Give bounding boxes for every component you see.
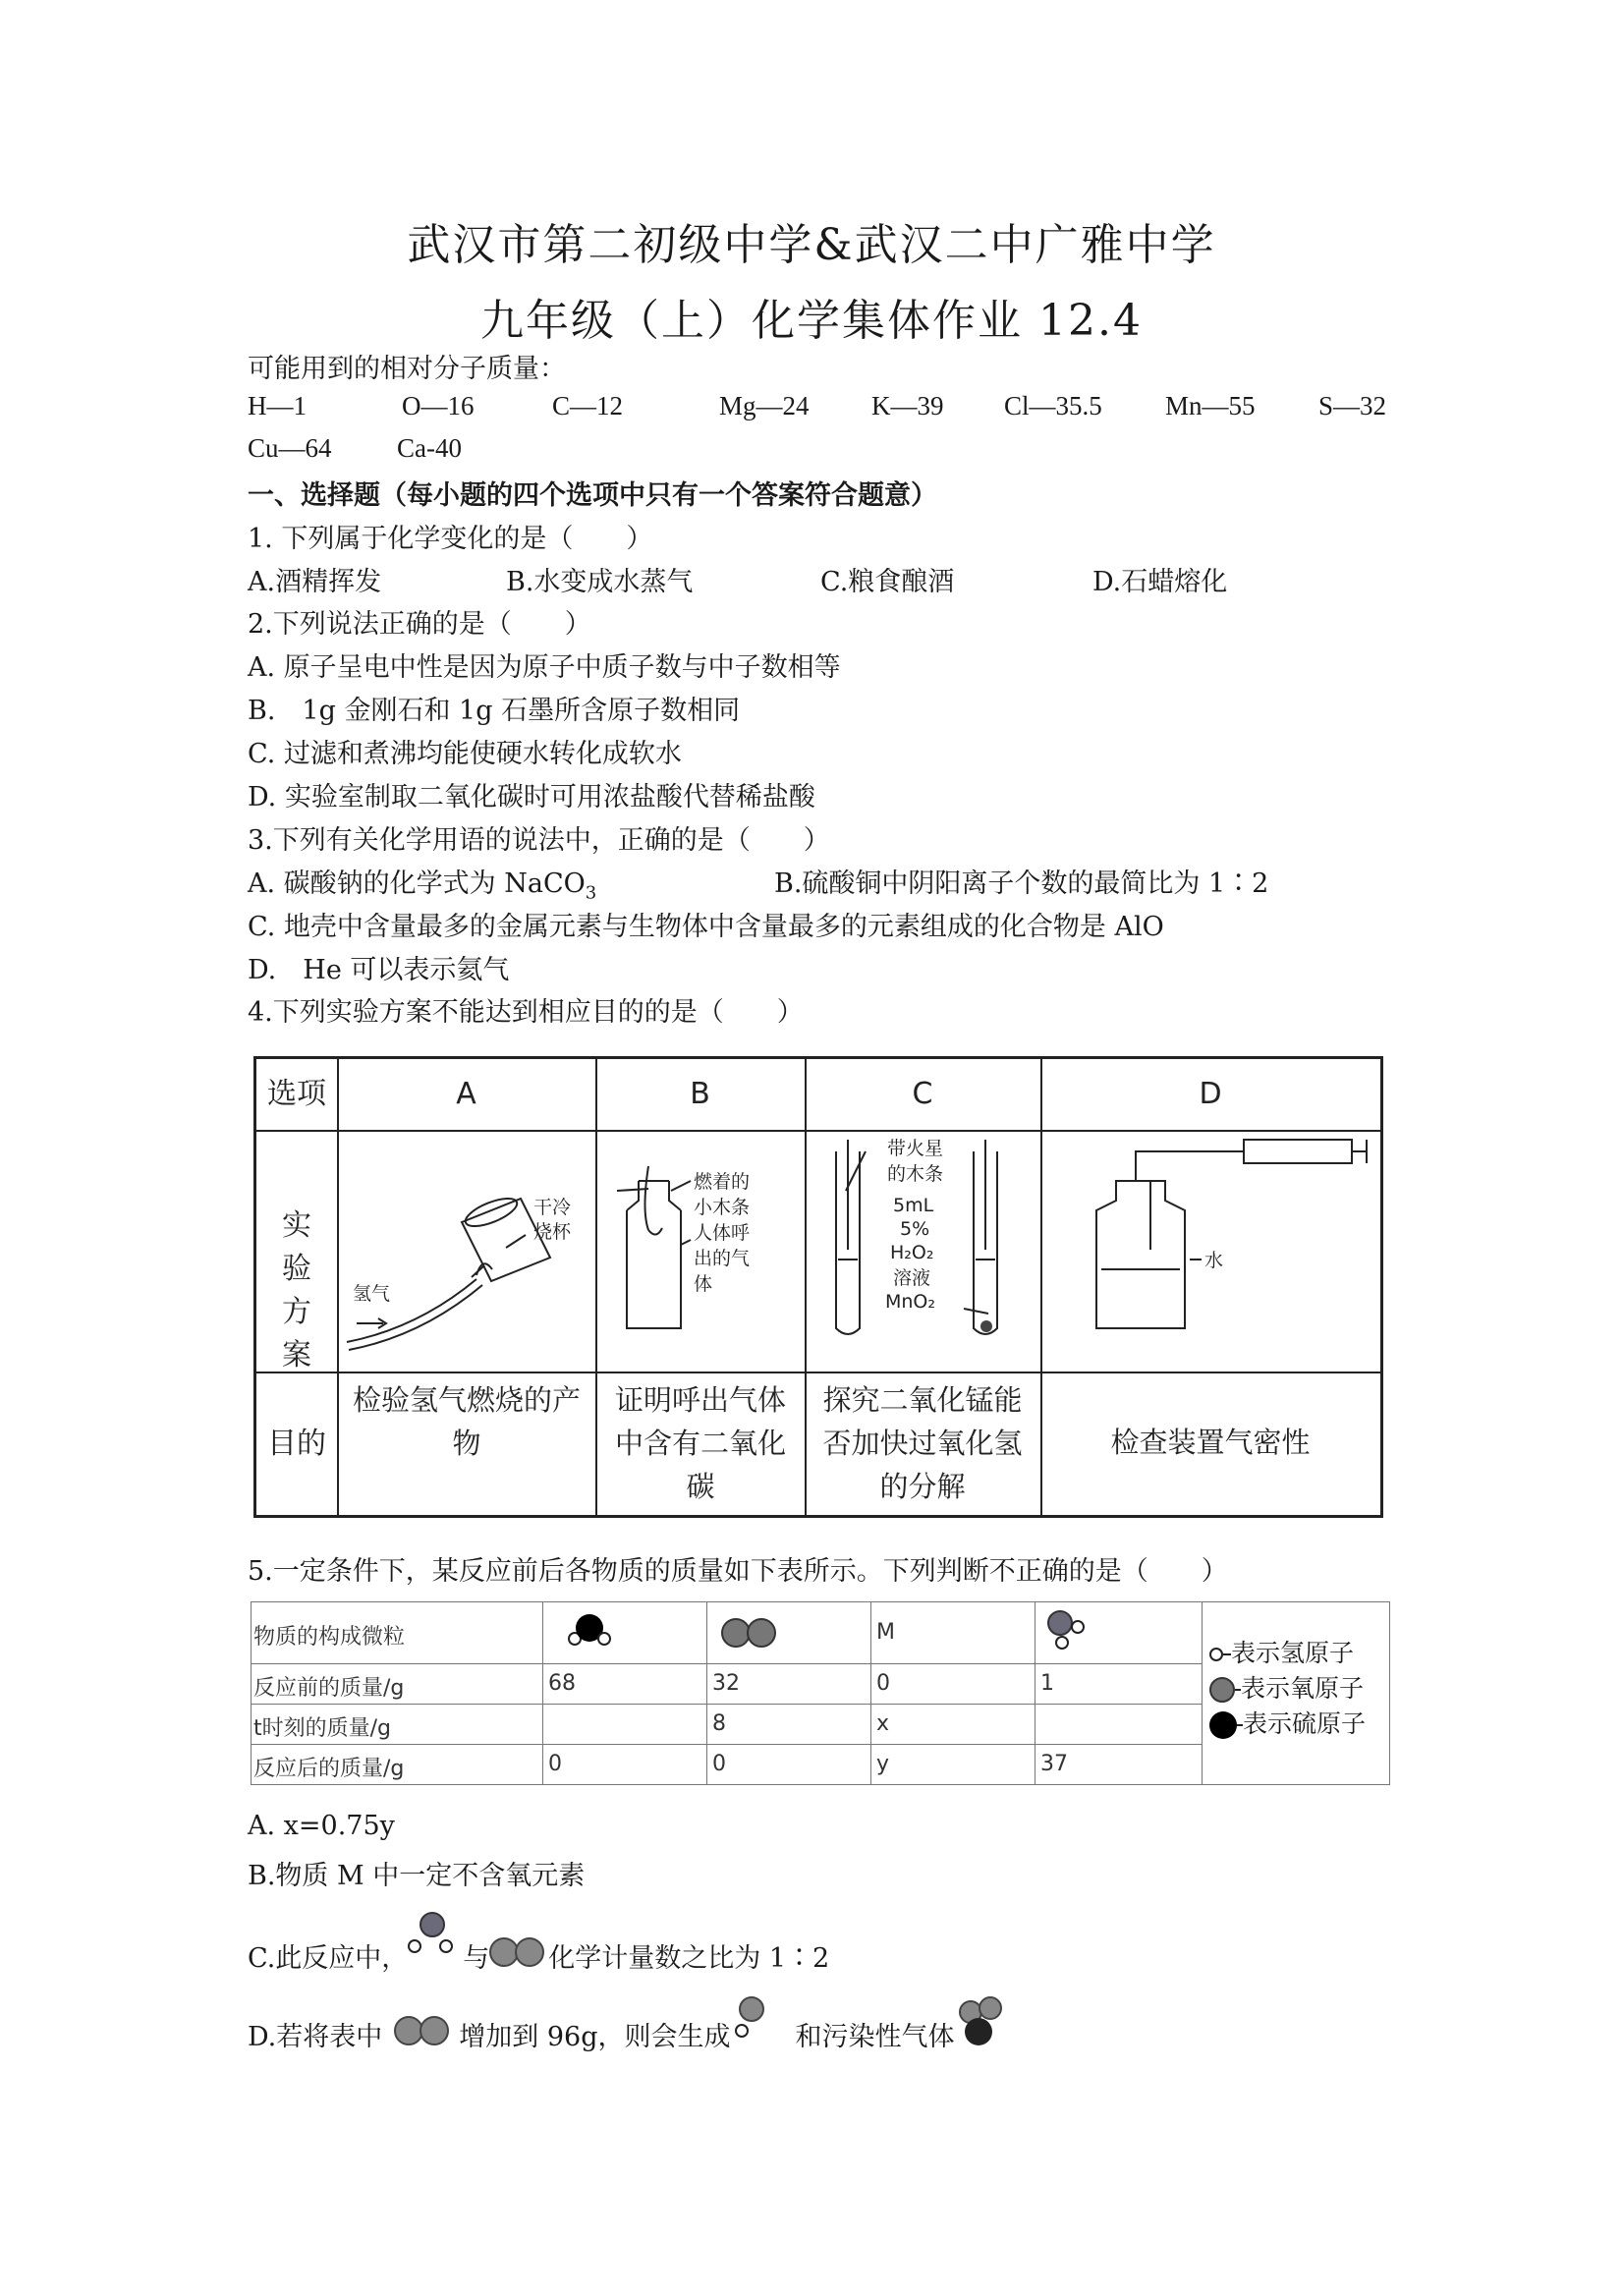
sulfur-atom-icon: [1209, 1711, 1237, 1739]
h2o-molecule-icon: [731, 2012, 786, 2051]
mass-item: Cl—35.5: [1004, 391, 1102, 420]
o2-molecule-icon: [721, 1614, 790, 1650]
q1-option-c: C.粮食酿酒: [820, 567, 955, 597]
cell-before-h2s: 68: [548, 1671, 576, 1696]
hydrogen-burning-diagram: [339, 1132, 594, 1372]
q1-option-a: A.酒精挥发: [248, 567, 382, 597]
q3-option-a: [248, 862, 596, 903]
cell-before-m: 0: [876, 1671, 890, 1696]
row-label-t-moment: t时刻的质量/g: [253, 1716, 392, 1741]
mass-item: Cu—64: [248, 433, 332, 463]
q3-option-c: C. 地壳中含量最多的金属元素与生物体中含量最多的元素组成的化合物是 AlO: [248, 912, 1164, 942]
question-5-stem: 5.一定条件下，某反应前后各物质的质量如下表所示。下列判断不正确的是（ ）: [248, 1556, 1228, 1587]
cell-t-m: x: [876, 1711, 890, 1736]
q5-option-d: D.若将表中 增加到 96g，则会生成 和污染性气体: [248, 2012, 1014, 2053]
unknown-substance-m: M: [876, 1620, 895, 1645]
so2-molecule-icon: [955, 2012, 1014, 2051]
mass-item: H—1: [248, 391, 307, 420]
cell-after-m: y: [876, 1752, 890, 1776]
label-water: 水: [1204, 1250, 1224, 1271]
label-burning: 燃着的: [694, 1171, 751, 1193]
row-label-particles: 物质的构成微粒: [253, 1625, 406, 1650]
label-small-stick: 小木条: [694, 1197, 751, 1218]
row-header-plan: 实验方案: [282, 1208, 311, 1372]
row-header-purpose: 目的: [267, 1427, 326, 1461]
label-hydrogen: 氢气: [353, 1283, 391, 1305]
label-h2o2: H₂O₂: [890, 1242, 934, 1263]
masses-intro: 可能用到的相对分子质量：: [248, 354, 566, 384]
question-4-stem: 4.下列实验方案不能达到相应目的的是（ ）: [248, 997, 804, 1028]
o2-molecule-icon: [394, 2016, 459, 2049]
mass-item: Mn—55: [1165, 391, 1256, 420]
legend-oxygen: 表示氧原子: [1209, 1669, 1364, 1705]
column-a-header: A: [456, 1077, 476, 1111]
q2-option-d: D. 实验室制取二氧化碳时可用浓盐酸代替稀盐酸: [248, 782, 815, 812]
o2-molecule-icon: [489, 1937, 548, 1971]
cell-before-o2: 32: [712, 1671, 740, 1696]
oxygen-atom-icon: [1209, 1677, 1235, 1703]
mass-item: Ca-40: [397, 433, 462, 463]
label-out-gas: 出的气: [694, 1248, 751, 1269]
q5-option-a: A. x=0.75y: [248, 1811, 395, 1841]
hydrogen-atom-icon: [1209, 1648, 1223, 1661]
h2s-molecule-icon: [558, 1610, 617, 1653]
purpose-d: 检查装置气密性: [1110, 1426, 1311, 1459]
purpose-b: 证明呼出气体中含有二氧化碳: [614, 1383, 786, 1503]
mass-item: Mg—24: [719, 391, 810, 420]
question-2-stem: 2.下列说法正确的是（ ）: [248, 609, 591, 640]
mass-item: O—16: [402, 391, 475, 420]
q2-option-a: A. 原子呈电中性是因为原子中质子数与中子数相等: [248, 652, 841, 683]
q2-option-c: C. 过滤和煮沸均能使硬水转化成软水: [248, 739, 682, 769]
column-c-header: C: [912, 1077, 933, 1111]
question-3-stem: 3.下列有关化学用语的说法中，正确的是（ ）: [248, 825, 830, 856]
row-label-before: 反应前的质量/g: [253, 1676, 405, 1701]
label-body: 体: [694, 1273, 713, 1295]
mass-item: K—39: [871, 391, 944, 420]
label-mno2: MnO₂: [885, 1291, 936, 1313]
mass-item: C—12: [552, 391, 624, 420]
q3-option-a-subscript: 3: [585, 882, 597, 904]
legend-hydrogen: 表示氢原子: [1209, 1634, 1354, 1669]
cell-after-h2s: 0: [548, 1752, 562, 1776]
row-label-after: 反应后的质量/g: [253, 1757, 405, 1781]
cell-before-h2o: 1: [1040, 1671, 1054, 1696]
question-1-stem: 1. 下列属于化学变化的是（ ）: [248, 524, 653, 554]
label-5ml: 5mL: [893, 1195, 934, 1216]
page-title-line2: 九年级（上）化学集体作业 12.4: [480, 296, 1143, 346]
label-shao-bei: 烧杯: [533, 1221, 572, 1243]
column-b-header: B: [690, 1077, 710, 1111]
label-gan-leng: 干冷: [533, 1197, 572, 1218]
purpose-c: 探究二氧化锰能否加快过氧化氢的分解: [822, 1383, 1023, 1503]
legend-sulfur: 表示硫原子: [1209, 1705, 1366, 1740]
cell-after-o2: 0: [712, 1752, 726, 1776]
label-glowing: 带火星: [887, 1138, 944, 1159]
label-wood-stick: 的木条: [887, 1163, 944, 1185]
column-d-header: D: [1199, 1077, 1222, 1111]
label-5-percent: 5%: [900, 1218, 930, 1240]
purpose-a: 检验氢气燃烧的产物: [352, 1383, 581, 1460]
experiment-table: [253, 1056, 1383, 1518]
cell-after-h2o: 37: [1040, 1752, 1068, 1776]
q3-option-d: D. He 可以表示氦气: [248, 955, 510, 985]
section-title: 一、选择题（每小题的四个选项中只有一个答案符合题意）: [248, 480, 937, 511]
row-header-option: 选项: [267, 1077, 326, 1111]
mass-table: [251, 1601, 1390, 1785]
q2-option-b: B. 1g 金刚石和 1g 石墨所含原子数相同: [248, 696, 741, 726]
page-title-line1: 武汉市第二初级中学&武汉二中广雅中学: [407, 220, 1216, 270]
q1-option-b: B.水变成水蒸气: [506, 567, 694, 597]
q5-option-b: B.物质 M 中一定不含氧元素: [248, 1861, 586, 1891]
q3-option-a-text: A. 碳酸钠的化学式为 NaCO: [248, 868, 586, 899]
q3-option-b: B.硫酸铜中阴阳离子个数的最简比为 1∶2: [774, 868, 1269, 899]
mass-item: S—32: [1318, 391, 1387, 420]
q1-option-d: D.石蜡熔化: [1092, 567, 1228, 597]
h2o-molecule-icon: [1041, 1606, 1100, 1657]
label-solution: 溶液: [893, 1267, 931, 1289]
q5-option-c: C.此反应中， 与 化学计量数之比为 1∶2: [248, 1924, 829, 1975]
cell-t-o2: 8: [712, 1711, 726, 1736]
h2o-molecule-icon: [408, 1924, 463, 1973]
label-human-breath: 人体呼: [694, 1222, 751, 1244]
